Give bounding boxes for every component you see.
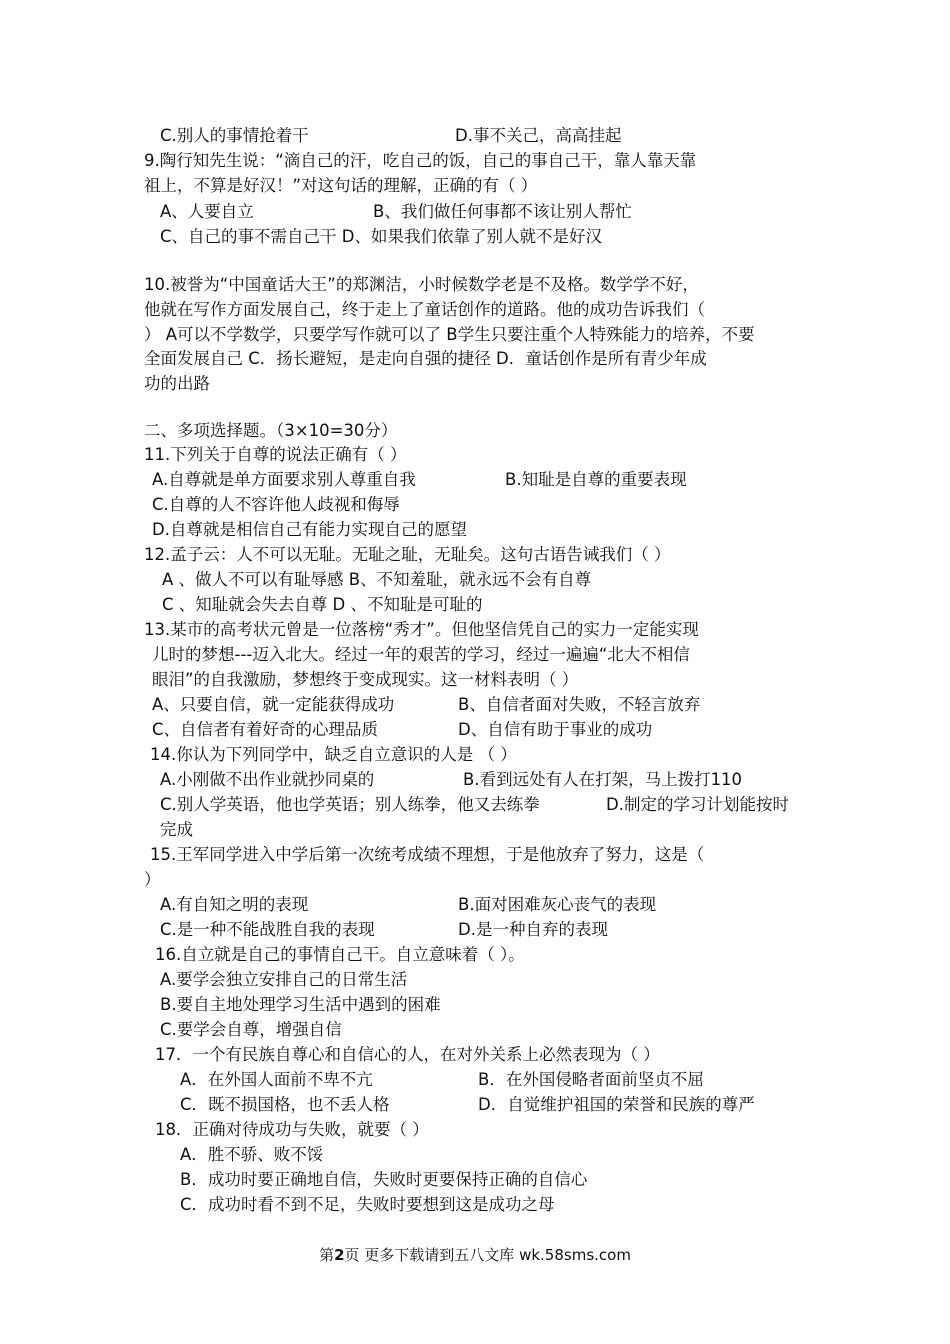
question-13-line-2: 儿时的梦想---迈入北大。经过一年的艰苦的学习，经过一遍遍“北大不相信 [152,645,690,664]
question-13-option-c: C、自信者有着好奇的心理品质 [152,720,379,739]
question-13-option-b: B、自信者面对失败，不轻言放弃 [458,695,701,714]
question-9-option-b: B、我们做任何事都不该让别人帮忙 [373,202,632,221]
question-10-line-4: 全面发展自己 C．扬长避短，是走向自强的捷径 D．童话创作是所有青少年成 [144,349,707,368]
question-15-option-c: C.是一种不能战胜自我的表现 [160,920,375,939]
question-16-option-b: B.要自主地处理学习生活中遇到的困难 [160,995,441,1014]
question-18-option-b: B．成功时要正确地自信，失败时更要保持正确的自信心 [180,1170,588,1189]
question-14-option-c: C.别人学英语，他也学英语；别人练拳，他又去练拳 [160,795,540,814]
question-14-option-a: A.小刚做不出作业就抄同桌的 [160,770,375,789]
question-11-option-d: D.自尊就是相信自己有能力实现自己的愿望 [152,520,467,539]
option-d: D.事不关己，高高挂起 [455,126,622,145]
question-17-option-a: A．在外国人面前不卑不亢 [180,1070,373,1089]
question-13-option-a: A、只要自信，就一定能获得成功 [152,695,395,714]
question-10-line-1: 10.被誉为“中国童话大王”的郑渊洁，小时候数学老是不及格。数学学不好， [144,275,699,294]
question-17: 17．一个有民族自尊心和自信心的人，在对外关系上必然表现为（ ） [155,1045,660,1064]
question-9-options-cd: C、自己的事不需自己干 D、如果我们依靠了别人就不是好汉 [160,227,602,246]
question-17-option-c: C．既不损国格，也不丢人格 [180,1095,390,1114]
question-14-option-d: D.制定的学习计划能按时 [606,795,789,814]
question-15-option-b: B.面对困难灰心丧气的表现 [458,895,657,914]
question-11-option-a: A.自尊就是单方面要求别人尊重自我 [152,470,416,489]
question-16-option-c: C.要学会自尊，增强自信 [160,1020,342,1039]
question-15-line-1: 15.王军同学进入中学后第一次统考成绩不理想，于是他放弃了努力，这是（ [150,845,705,864]
question-9-line-1: 9.陶行知先生说：“滴自己的汗，吃自己的饭，自己的事自己干，靠人靠天靠 [144,151,697,170]
question-12-options-cd: C 、知耻就会失去自尊 D 、不知耻是可耻的 [162,595,483,614]
footer-prefix: 第 [319,1246,335,1264]
question-15-option-d: D.是一种自弃的表现 [458,920,608,939]
question-10-line-2: 他就在写作方面发展自己，终于走上了童话创作的道路。他的成功告诉我们（ [144,300,705,319]
question-17-option-b: B．在外国侵略者面前坚贞不屈 [478,1070,704,1089]
question-16-option-a: A.要学会独立安排自己的日常生活 [160,970,408,989]
page-footer [0,1244,950,1266]
option-c: C.别人的事情抢着干 [160,126,309,145]
question-11-option-c: C.自尊的人不容许他人歧视和侮辱 [152,495,400,514]
question-11-option-b: B.知耻是自尊的重要表现 [505,470,687,489]
question-9-line-2: 祖上，不算是好汉！”对这句话的理解，正确的有（ ） [144,176,538,195]
question-13-line-1: 13.某市的高考状元曾是一位落榜“秀才”。但他坚信凭自己的实力一定能实现 [144,620,699,639]
question-13-line-3: 眼泪”的自我激励，梦想终于变成现实。这一材料表明（ ） [152,670,579,689]
footer-site-link[interactable]: wk.58sms.com [519,1246,631,1264]
question-13-option-d: D、自信有助于事业的成功 [458,720,653,739]
question-18-option-a: A．胜不骄、败不馁 [180,1145,324,1164]
question-18-option-c: C．成功时看不到不足，失败时要想到这是成功之母 [180,1195,555,1214]
question-10-line-5: 功的出路 [144,374,210,393]
question-11: 11.下列关于自尊的说法正确有（ ） [144,445,407,464]
question-10-line-3: ） A可以不学数学，只要学写作就可以了 B学生只要注重个人特殊能力的培养，不要 [144,325,755,344]
question-14: 14.你认为下列同学中，缺乏自立意识的人是 （ ） [150,745,517,764]
question-16: 16.自立就是自己的事情自己干。自立意味着（ ）。 [155,945,525,964]
question-15-option-a: A.有自知之明的表现 [160,895,309,914]
question-18: 18．正确对待成功与失败，就要（ ） [155,1120,429,1139]
question-9-option-a: A、人要自立 [160,202,254,221]
question-12: 12.孟子云：人不可以无耻。无耻之耻，无耻矣。这句古语告诫我们（ ） [144,545,671,564]
question-12-options-ab: A 、做人不可以有耻辱感 B、不知羞耻，就永远不会有自尊 [162,570,592,589]
question-14-option-d-cont: 完成 [160,820,193,839]
page-number: 2 [334,1246,345,1264]
question-17-option-d: D．自觉维护祖国的荣誉和民族的尊严 [478,1095,755,1114]
question-15-line-2: ） [144,870,161,889]
question-14-option-b: B.看到远处有人在打架，马上拨打110 [463,770,743,789]
footer-text: 页 更多下载请到五八文库 [344,1246,515,1264]
section-2-heading: 二、多项选择题。（3×10=30分） [144,421,398,440]
